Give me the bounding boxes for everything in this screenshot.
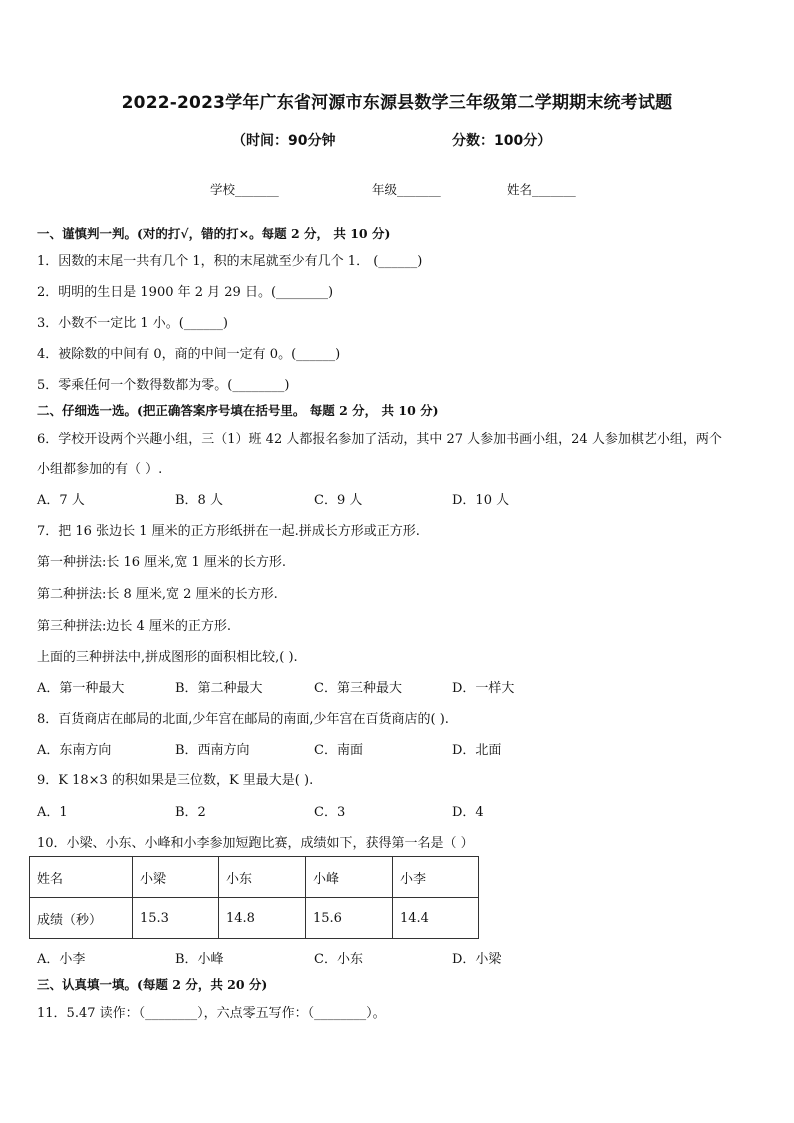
- question-3: 3．小数不一定比 1 小。(______): [37, 316, 228, 331]
- question-2: 2．明明的生日是 1900 年 2 月 29 日。(________): [37, 285, 334, 300]
- q8-option-b: B．西南方向: [175, 743, 250, 758]
- q10-option-b: B．小峰: [175, 952, 224, 967]
- table-cell: 小峰: [306, 857, 393, 898]
- race-results-table: [29, 856, 479, 939]
- q9-option-b: B．2: [175, 805, 206, 820]
- total-score: 分数：100分）: [452, 133, 552, 149]
- q8-option-a: A．东南方向: [37, 743, 112, 758]
- question-9: 9．K 18×3 的积如果是三位数，K 里最大是( ).: [37, 773, 314, 788]
- q7-option-d: D．一样大: [452, 681, 515, 696]
- q9-option-c: C．3: [314, 805, 346, 820]
- q10-option-d: D．小梁: [452, 952, 502, 967]
- question-7: 7．把 16 张边长 1 厘米的正方形纸拼在一起.拼成长方形或正方形.: [37, 524, 420, 539]
- section-3-heading: 三、认真填一填。(每题 2 分，共 20 分): [37, 977, 268, 992]
- q6-option-b: B．8 人: [175, 493, 223, 508]
- table-cell: 14.4: [393, 898, 479, 939]
- table-cell: 姓名: [30, 857, 133, 898]
- question-11: 11．5.47 读作：（________），六点零五写作：（________）。: [37, 1006, 386, 1021]
- name-field: 姓名_______: [507, 182, 576, 197]
- question-5: 5．零乘任何一个数得数都为零。(________): [37, 378, 290, 393]
- grade-field: 年级_______: [372, 182, 441, 197]
- table-cell: 小东: [219, 857, 306, 898]
- question-1: 1．因数的末尾一共有几个 1，积的末尾就至少有几个 1． (______): [37, 254, 423, 269]
- q10-option-a: A．小李: [37, 952, 86, 967]
- exam-title: 2022-2023学年广东省河源市东源县数学三年级第二学期期末统考试题: [121, 93, 673, 113]
- question-7-method-2: 第二种拼法:长 8 厘米,宽 2 厘米的长方形.: [37, 587, 278, 602]
- q7-option-b: B．第二种最大: [175, 681, 263, 696]
- q6-option-c: C．9 人: [314, 493, 363, 508]
- table-cell: 15.3: [133, 898, 219, 939]
- q6-option-d: D．10 人: [452, 493, 510, 508]
- q9-option-a: A．1: [37, 805, 68, 820]
- q10-option-c: C．小东: [314, 952, 363, 967]
- question-7-prompt: 上面的三种拼法中,拼成图形的面积相比较,( ).: [37, 650, 298, 665]
- q6-option-a: A．7 人: [37, 493, 85, 508]
- school-field: 学校_______: [210, 182, 279, 197]
- question-7-method-1: 第一种拼法:长 16 厘米,宽 1 厘米的长方形.: [37, 555, 286, 570]
- time-limit: （时间：90分钟: [232, 133, 336, 149]
- question-6-cont: 小组都参加的有（ ）.: [37, 462, 163, 477]
- table-cell: 成绩（秒）: [30, 898, 133, 939]
- question-6: 6．学校开设两个兴趣小组，三（1）班 42 人都报名参加了活动，其中 27 人参加书画小组，24 人参加棋艺小组，两个: [37, 432, 722, 447]
- table-cell: 14.8: [219, 898, 306, 939]
- q7-option-a: A．第一种最大: [37, 681, 125, 696]
- question-10: 10．小梁、小东、小峰和小李参加短跑比赛，成绩如下，获得第一名是（ ）: [37, 836, 474, 851]
- table-row: [30, 898, 479, 939]
- question-4: 4．被除数的中间有 0，商的中间一定有 0。(______): [37, 347, 341, 362]
- q8-option-c: C．南面: [314, 743, 363, 758]
- section-1-heading: 一、谨慎判一判。(对的打√，错的打×。每题 2 分， 共 10 分): [37, 226, 391, 241]
- table-cell: 15.6: [306, 898, 393, 939]
- question-8: 8．百货商店在邮局的北面,少年宫在邮局的南面,少年宫在百货商店的( ).: [37, 712, 449, 727]
- table-row: [30, 857, 479, 898]
- section-2-heading: 二、仔细选一选。(把正确答案序号填在括号里。 每题 2 分， 共 10 分): [37, 403, 439, 418]
- table-cell: 小李: [393, 857, 479, 898]
- question-7-method-3: 第三种拼法:边长 4 厘米的正方形.: [37, 619, 232, 634]
- q8-option-d: D．北面: [452, 743, 502, 758]
- table-cell: 小梁: [133, 857, 219, 898]
- q7-option-c: C．第三种最大: [314, 681, 402, 696]
- q9-option-d: D．4: [452, 805, 484, 820]
